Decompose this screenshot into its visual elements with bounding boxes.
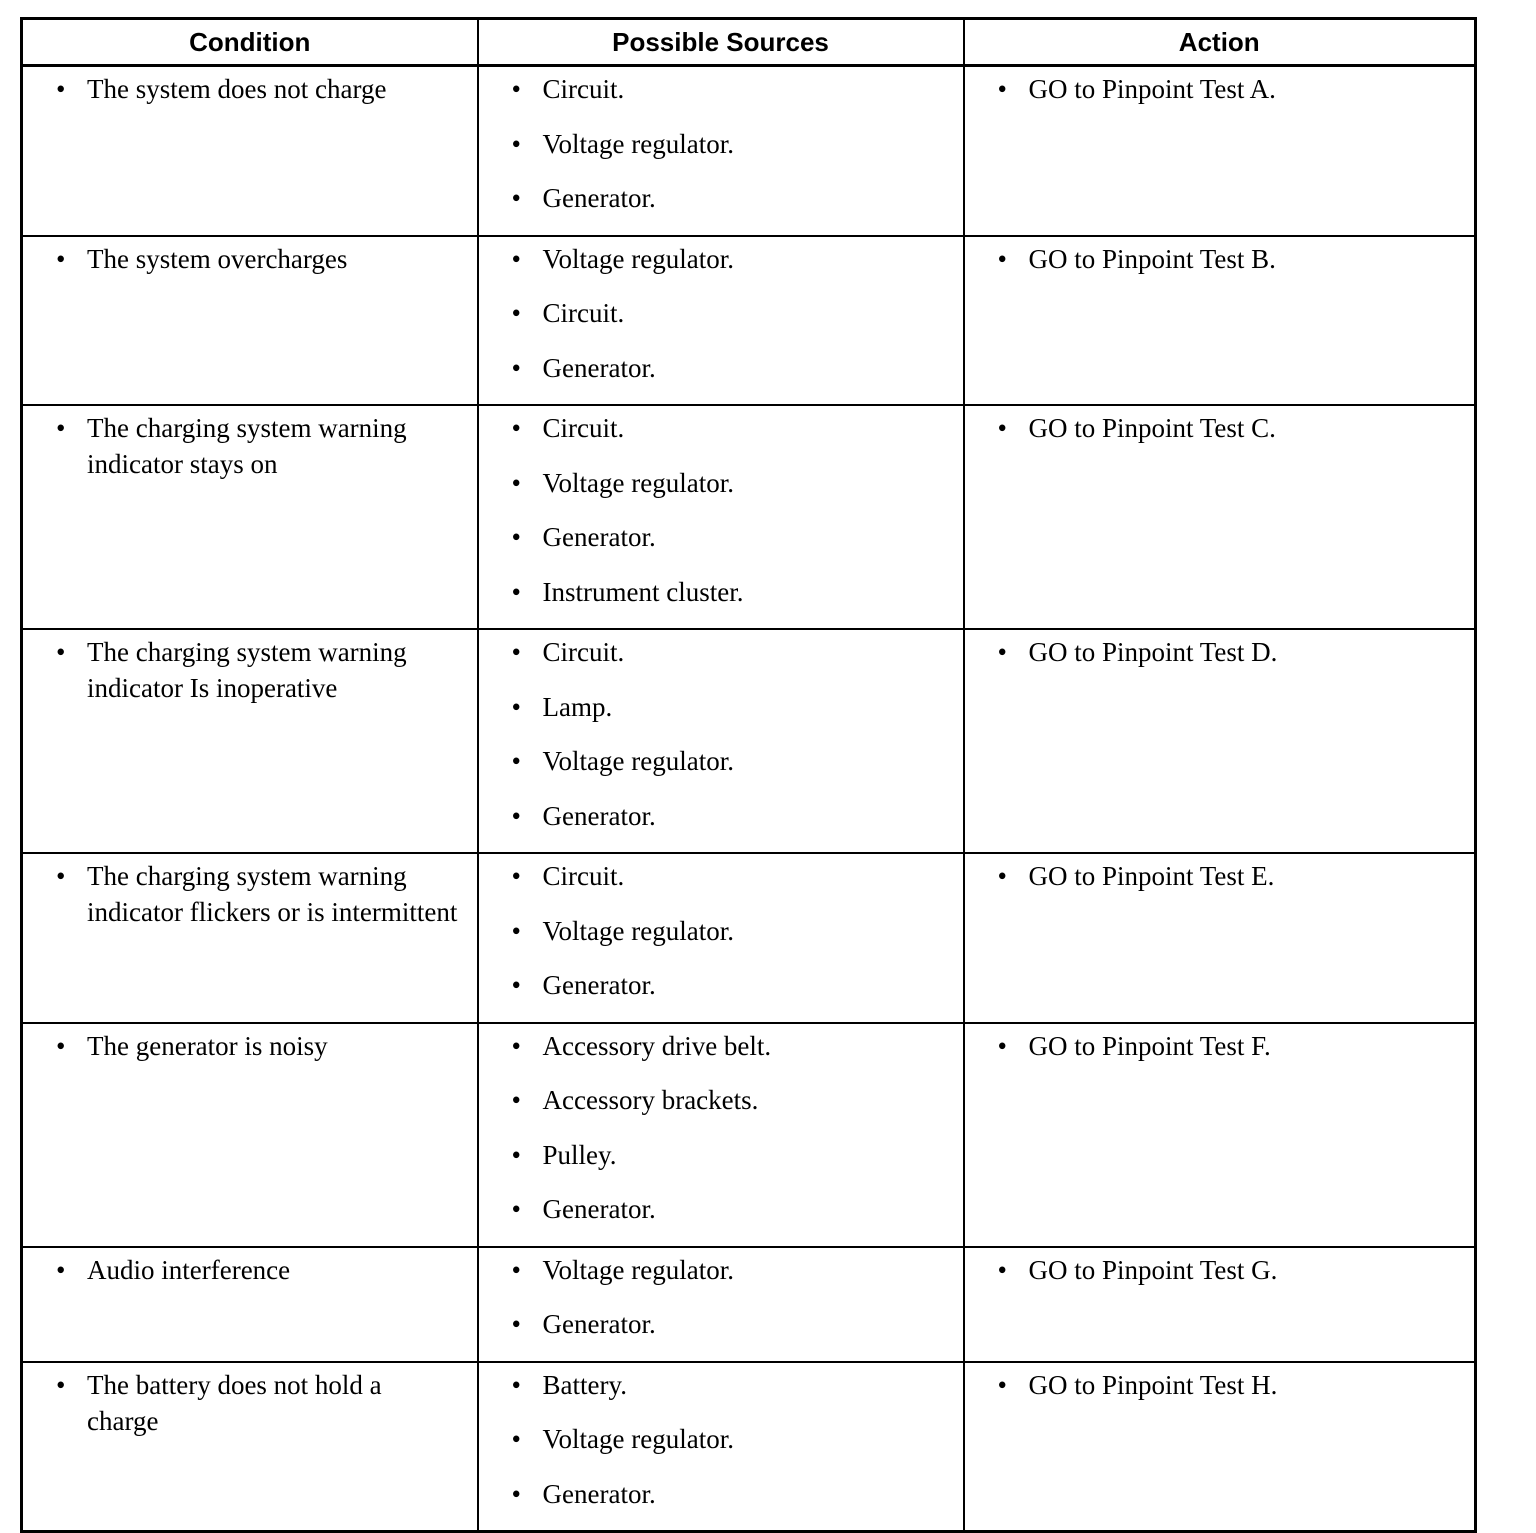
header-row bbox=[22, 19, 1476, 66]
sources-list bbox=[479, 67, 963, 235]
condition-cell bbox=[22, 853, 478, 1023]
table-row bbox=[22, 853, 1476, 1023]
sources-cell bbox=[478, 1023, 964, 1247]
source-item: • Circuit. bbox=[543, 71, 963, 126]
condition-cell bbox=[22, 405, 478, 629]
condition-list bbox=[23, 630, 459, 706]
source-item: • Generator. bbox=[543, 1306, 963, 1361]
source-item: • Generator. bbox=[543, 1191, 963, 1246]
action-list bbox=[965, 406, 1475, 446]
action-cell bbox=[964, 1247, 1476, 1362]
table-body bbox=[22, 66, 1476, 1532]
condition-list bbox=[23, 237, 459, 277]
condition-list bbox=[23, 1363, 459, 1439]
action-cell bbox=[964, 66, 1476, 236]
action-text: • GO to Pinpoint Test A. bbox=[1029, 71, 1475, 107]
source-item: • Generator. bbox=[543, 519, 963, 574]
table-row bbox=[22, 1023, 1476, 1247]
action-text: • GO to Pinpoint Test C. bbox=[1029, 410, 1475, 446]
condition-list bbox=[23, 1024, 459, 1064]
source-item: • Accessory drive belt. bbox=[543, 1028, 963, 1083]
condition-text: • The system overcharges bbox=[87, 241, 459, 277]
action-text: • GO to Pinpoint Test B. bbox=[1029, 241, 1475, 277]
table-row bbox=[22, 236, 1476, 406]
condition-cell bbox=[22, 1247, 478, 1362]
action-cell bbox=[964, 1362, 1476, 1532]
source-item: • Voltage regulator. bbox=[543, 126, 963, 181]
sources-cell bbox=[478, 405, 964, 629]
condition-cell bbox=[22, 1362, 478, 1532]
table-row bbox=[22, 1362, 1476, 1532]
source-item: • Voltage regulator. bbox=[543, 241, 963, 296]
source-item: • Voltage regulator. bbox=[543, 1252, 963, 1307]
sources-list bbox=[479, 237, 963, 405]
sources-cell bbox=[478, 236, 964, 406]
condition-text: • The battery does not hold a charge bbox=[87, 1367, 459, 1439]
source-item: • Voltage regulator. bbox=[543, 743, 963, 798]
source-item: • Generator. bbox=[543, 798, 963, 853]
source-item: • Voltage regulator. bbox=[543, 913, 963, 968]
sources-cell bbox=[478, 1362, 964, 1532]
action-list bbox=[965, 1363, 1475, 1403]
condition-cell bbox=[22, 1023, 478, 1247]
source-item: • Lamp. bbox=[543, 689, 963, 744]
condition-list bbox=[23, 67, 459, 107]
source-item: • Generator. bbox=[543, 350, 963, 405]
action-list bbox=[965, 630, 1475, 670]
action-text: • GO to Pinpoint Test D. bbox=[1029, 634, 1475, 670]
condition-text: • The charging system warning indicator Is inoperative bbox=[87, 634, 459, 706]
sources-list bbox=[479, 1024, 963, 1246]
action-list bbox=[965, 1024, 1475, 1064]
sources-cell bbox=[478, 853, 964, 1023]
table-row bbox=[22, 1247, 1476, 1362]
source-item: • Pulley. bbox=[543, 1137, 963, 1192]
action-list bbox=[965, 237, 1475, 277]
action-list bbox=[965, 854, 1475, 894]
diagnosis-table bbox=[20, 17, 1477, 1533]
action-text: • GO to Pinpoint Test G. bbox=[1029, 1252, 1475, 1288]
source-item: • Generator. bbox=[543, 967, 963, 1022]
sources-list bbox=[479, 630, 963, 852]
sources-cell bbox=[478, 1247, 964, 1362]
sources-cell bbox=[478, 66, 964, 236]
source-item: • Instrument cluster. bbox=[543, 574, 963, 629]
condition-text: • The charging system warning indicator stays on bbox=[87, 410, 459, 482]
source-item: • Circuit. bbox=[543, 634, 963, 689]
action-cell bbox=[964, 1023, 1476, 1247]
condition-cell bbox=[22, 629, 478, 853]
action-list bbox=[965, 1248, 1475, 1288]
action-text: • GO to Pinpoint Test E. bbox=[1029, 858, 1475, 894]
source-item: • Generator. bbox=[543, 1476, 963, 1531]
condition-list bbox=[23, 854, 459, 930]
condition-text: • Audio interference bbox=[87, 1252, 459, 1288]
header-possible-sources: Possible Sources bbox=[478, 19, 964, 66]
table-header bbox=[22, 19, 1476, 66]
action-cell bbox=[964, 405, 1476, 629]
source-item: • Circuit. bbox=[543, 410, 963, 465]
action-cell bbox=[964, 236, 1476, 406]
action-cell bbox=[964, 853, 1476, 1023]
table-row bbox=[22, 629, 1476, 853]
action-cell bbox=[964, 629, 1476, 853]
condition-text: • The generator is noisy bbox=[87, 1028, 459, 1064]
source-item: • Voltage regulator. bbox=[543, 465, 963, 520]
source-item: • Accessory brackets. bbox=[543, 1082, 963, 1137]
source-item: • Circuit. bbox=[543, 295, 963, 350]
source-item: • Generator. bbox=[543, 180, 963, 235]
action-text: • GO to Pinpoint Test F. bbox=[1029, 1028, 1475, 1064]
header-action: Action bbox=[964, 19, 1476, 66]
source-item: • Circuit. bbox=[543, 858, 963, 913]
condition-cell bbox=[22, 66, 478, 236]
condition-list bbox=[23, 406, 459, 482]
source-item: • Voltage regulator. bbox=[543, 1421, 963, 1476]
sources-cell bbox=[478, 629, 964, 853]
condition-list bbox=[23, 1248, 459, 1288]
sources-list bbox=[479, 1248, 963, 1361]
sources-list bbox=[479, 1363, 963, 1531]
source-item: • Battery. bbox=[543, 1367, 963, 1422]
condition-cell bbox=[22, 236, 478, 406]
sources-list bbox=[479, 406, 963, 628]
header-condition: Condition bbox=[22, 19, 478, 66]
condition-text: • The system does not charge bbox=[87, 71, 459, 107]
condition-text: • The charging system warning indicator flickers or is intermittent bbox=[87, 858, 459, 930]
action-text: • GO to Pinpoint Test H. bbox=[1029, 1367, 1475, 1403]
sources-list bbox=[479, 854, 963, 1022]
table-row bbox=[22, 66, 1476, 236]
action-list bbox=[965, 67, 1475, 107]
table-row bbox=[22, 405, 1476, 629]
